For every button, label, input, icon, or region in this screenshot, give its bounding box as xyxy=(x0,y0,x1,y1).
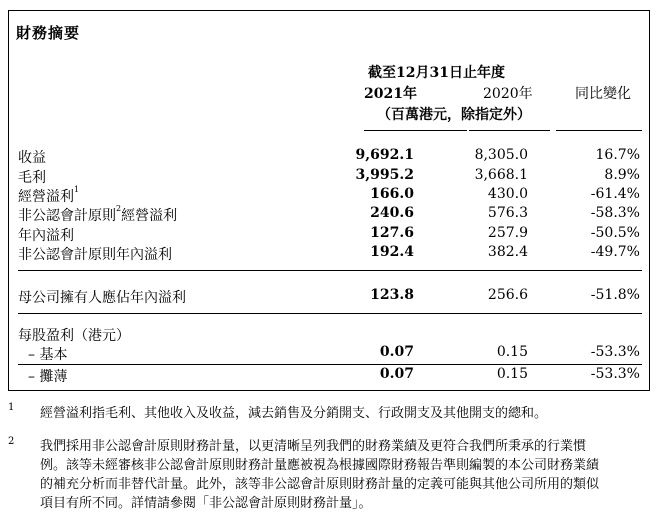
section-divider xyxy=(18,313,642,314)
value-2021: 3,995.2 xyxy=(355,167,414,183)
value-yoy: -51.8% xyxy=(590,287,640,303)
value-2020: 0.15 xyxy=(496,366,528,382)
footnote-number: 2 xyxy=(8,436,15,447)
row-label: – 基本 xyxy=(28,347,68,363)
footnote-number: 1 xyxy=(8,402,15,413)
value-2020: 8,305.0 xyxy=(474,147,528,163)
value-yoy: -58.3% xyxy=(590,205,640,221)
footnote-text xyxy=(40,437,640,513)
value-2020: 382.4 xyxy=(487,244,528,260)
column-header-yoy: 同比變化 xyxy=(575,86,631,102)
value-2021: 127.6 xyxy=(370,225,414,241)
row-label: 非公認會計原則年內溢利 xyxy=(18,247,172,263)
value-yoy: -49.7% xyxy=(590,244,640,260)
value-2021: 0.07 xyxy=(379,344,414,360)
value-yoy: 16.7% xyxy=(595,147,640,163)
footnote-line: 我們採用非公認會計原則財務計量，以更清晰呈列我們的財務業績及更符合我們所秉承的行業慣 xyxy=(40,439,587,454)
table-row xyxy=(0,186,658,206)
footnote-line: 的補充分析而非替代計量。此外，該等非公認會計原則財務計量的定義可能與其他公司所用的類似 xyxy=(40,477,600,492)
page-title: 財務摘要 xyxy=(16,24,81,42)
footnote-line: 項目有所不同。詳情請參閱「非公認會計原則財務計量」。 xyxy=(40,496,372,511)
row-label: 非公認會計原則$^2$經營溢利 xyxy=(18,204,178,224)
table-row xyxy=(0,167,658,187)
value-yoy: 8.9% xyxy=(604,167,640,183)
value-2021: 0.07 xyxy=(379,366,414,382)
column-header-2020: 2020年 xyxy=(483,86,533,102)
value-yoy: -53.3% xyxy=(590,366,640,382)
header-rule-2020 xyxy=(469,130,550,131)
table-row xyxy=(0,225,658,245)
header-rule-2021 xyxy=(364,130,467,131)
section-divider xyxy=(18,270,642,271)
value-2020: 0.15 xyxy=(496,344,528,360)
footnote-ref: 2 xyxy=(116,204,122,213)
footnote-line: 例。該等未經審核非公認會計原則財務計量應被視為根據國際財務報告準則編製的本公司財務業績 xyxy=(40,458,600,473)
footnote-text: 經營溢利指毛利、其他收入及收益，減去銷售及分銷開支、行政開支及其他開支的總和。 xyxy=(40,406,548,421)
table-row xyxy=(0,147,658,167)
table-row xyxy=(0,205,658,225)
eps-heading: 每股盈利（港元） xyxy=(18,328,130,344)
row-label: – 攤薄 xyxy=(28,369,68,385)
value-2020: 257.9 xyxy=(487,225,528,241)
value-2021: 9,692.1 xyxy=(355,147,414,163)
table-row xyxy=(0,344,658,364)
table-row xyxy=(0,287,658,307)
value-yoy: -53.3% xyxy=(590,344,640,360)
row-label: 毛利 xyxy=(18,170,46,186)
value-2021: 192.4 xyxy=(370,244,414,260)
table-row xyxy=(0,244,658,264)
footnote-ref: 1 xyxy=(74,185,80,194)
unit-note: （百萬港元，除指定外） xyxy=(377,107,531,123)
value-2020: 3,668.1 xyxy=(474,167,528,183)
row-label: 經營溢利$^1$ xyxy=(18,185,80,205)
period-header: 截至12月31日止年度 xyxy=(368,65,505,81)
value-2021: 240.6 xyxy=(370,205,414,221)
column-header-2021: 2021年 xyxy=(364,86,417,102)
row-label: 收益 xyxy=(18,150,46,166)
value-2020: 430.0 xyxy=(487,186,528,202)
row-divider xyxy=(18,364,642,365)
value-2021: 166.0 xyxy=(370,186,414,202)
value-2020: 256.6 xyxy=(487,287,528,303)
value-yoy: -50.5% xyxy=(590,225,640,241)
value-2020: 576.3 xyxy=(487,205,528,221)
row-label: 年內溢利 xyxy=(18,228,74,244)
table-row xyxy=(0,325,658,345)
header-rule-yoy xyxy=(556,130,642,131)
value-yoy: -61.4% xyxy=(590,186,640,202)
table-row xyxy=(0,366,658,386)
row-label: 母公司擁有人應佔年內溢利 xyxy=(18,290,186,306)
value-2021: 123.8 xyxy=(370,287,414,303)
